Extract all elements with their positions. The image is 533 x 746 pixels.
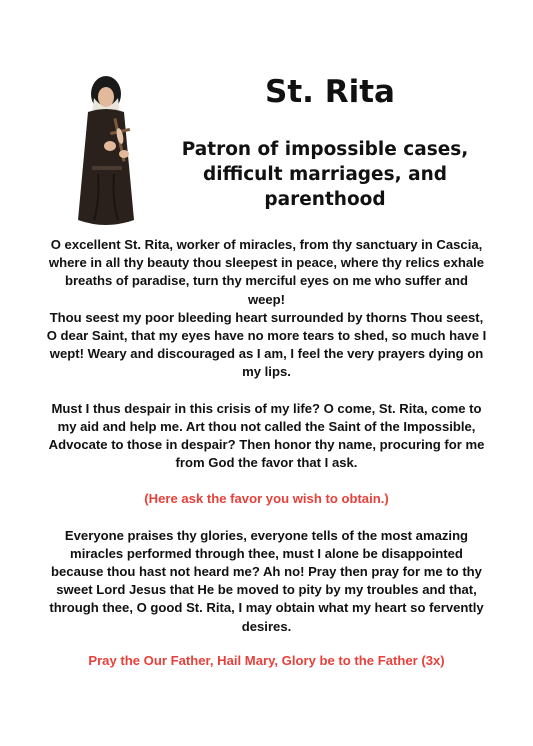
prayer-paragraph-1: O excellent St. Rita, worker of miracles, from thy sanctuary in Cascia, where in all thy beauty thou sleepest in peace, where thy relics exhale breaths of paradise, turn thy merciful eyes on me who suffer and weep!	[48, 237, 485, 307]
page-title: St. Rita	[265, 74, 395, 110]
closing-instruction: Pray the Our Father, Hail Mary, Glory be to the Father (3x)	[88, 652, 445, 668]
favor-instruction: (Here ask the favor you wish to obtain.)	[144, 491, 389, 507]
prayer-paragraph-4: Everyone praises thy glories, everyone tells of the most amazing miracles performed through thee, must I alone be disappointed because thou hast not heard me? Ah no! Pray then pray for me to thy sweet Lord Jesus that He be moved to pity by my troubles and that, through thee, O good St. Rita, I may obtain what my heart so fervently desires.	[49, 527, 484, 634]
prayer-body	[45, 236, 488, 670]
prayer-paragraph-3: Must I thus despair in this crisis of my life? O come, St. Rita, come to my aid and help me. Art thou not called the Saint of the Impossible, Advocate to those in despair? Then honor thy name, procuring for me from God the favor that I ask.	[48, 400, 485, 471]
prayer-paragraph-2: Thou seest my poor bleeding heart surrounded by thorns Thou seest, O dear Saint, that my eyes have no more tears to shed, so much have I wept! Weary and discouraged as I am, I feel the very prayers dying on my lips.	[46, 309, 487, 380]
saint-statue-image	[62, 70, 150, 230]
page-subtitle: Patron of impossible cases, difficult marriages, and parenthood	[181, 139, 469, 210]
